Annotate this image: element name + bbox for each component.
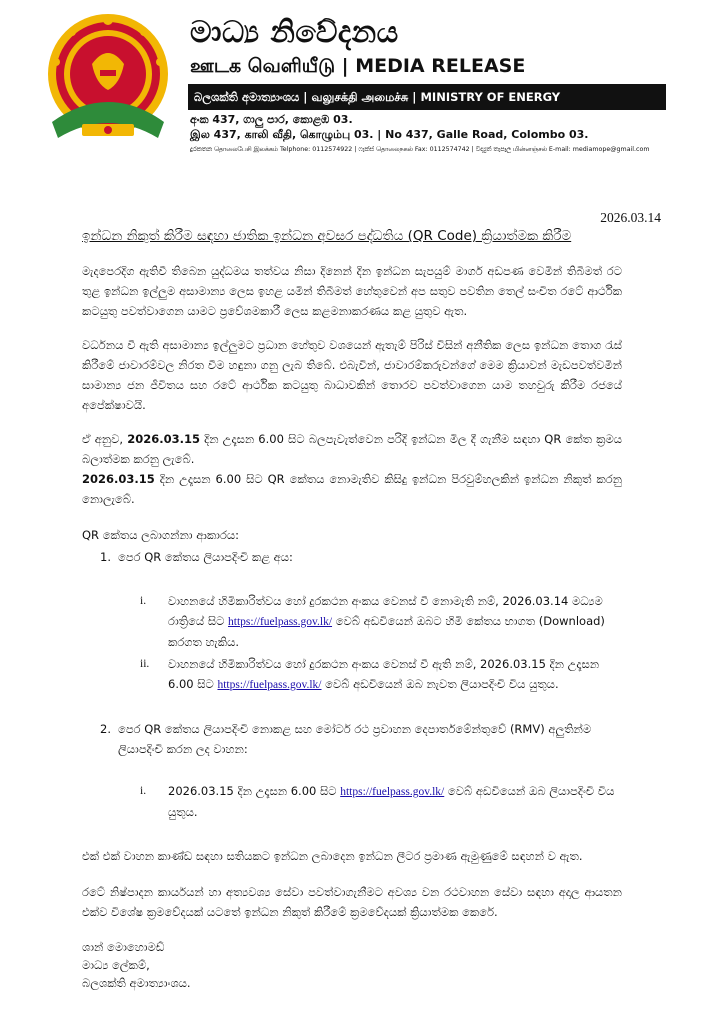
contact-line: දුරකතන தொலைபேசி இலக்கம் Telphone: 0112574922 | ෆැක්ස් தொலைநகல் Fax: 0112574742 | විද්‍යුත් තැපෑල மின்னஞ்சல் E-mail: mediamope@gmail.com (190, 146, 650, 153)
paragraph-5: රටේ නිෂ්පාදන කාර්යයන් හා අත්‍යවශ්‍ය සේවා පවත්වාගැනීමට අවශ්‍ය වන රථවාහන සේවා සඳහා අදාල ආයතන එක්ව විශේෂ ක්‍රමවේදයක් යටතේ ඉන්ධන නිකුත් කිරීමේ ක්‍රමවේදයක් ක්‍රියාත්මක කෙරේ. (82, 885, 622, 919)
sub-number: i. (140, 595, 147, 607)
sub-text: වෙබ් අඩවියෙන් ඔබට හිමි කේතය භාගත (Download) කරගත හැකිය. (168, 614, 605, 649)
p3-text-a: ඒ අනුව, (82, 432, 128, 446)
paragraph-3 (82, 429, 622, 509)
paragraph-1: මැදපෙරදිග ඇතිවී තිබෙන යුද්ධමය තත්වය නිසා දිනෙන් දින ඉන්ධන සැපයුම් මාර්ග අඩපණ වෙමින් තිබීමත් රට තුළ ඉන්ධන ඉල්ලුම අසාමාන්‍ය ලෙස ඉහළ යමින් තිබීමත් හේතුවෙන් අප සතුව පවතින තෙල් සංචිත රටේ ආර්ථික කටයුතු පවත්වාගෙන යාමට ප්‍රවේශමකාරී ලෙස කළමනාකරණය කළ යුතුව ඇත. (82, 264, 622, 318)
ministry-band: බලශක්ති අමාත්‍යාංශය | வலுசக்தி அமைச்சு | MINISTRY OF ENERGY (188, 84, 666, 110)
release-body (82, 212, 622, 992)
sub-item-1-ii (82, 654, 622, 695)
sub-text: 2026.03.15 දින උදෑසන 6.00 සිට (168, 784, 341, 798)
list-item-2 (82, 719, 622, 759)
sub-text: වාහනයේ හිමිකාරිත්වය හෝ දුරකථන අංකය වෙනස් වී නොමැති නම්, 2026.03.14 මධ්‍යම රාත්‍රියේ සිට (168, 594, 603, 628)
qr-steps-list (82, 547, 622, 822)
qr-heading: QR කේතය ලබාගන්නා ආකාරය: (82, 528, 240, 542)
release-date: 2026.03.14 (600, 210, 661, 225)
signature-block (82, 938, 622, 992)
address-tamil-english: இல 437, காலி வீதி, கொழும்பு 03. | No 437, Galle Road, Colombo 03. (190, 128, 589, 141)
sub-number: ii. (140, 658, 150, 670)
sub-item-1-i (82, 591, 622, 652)
p3-text-e: දින උදෑසන 6.00 සිට QR කේතය නොමැතිව කිසිදු ඉන්ධන පිරවුම්හලකින් ඉන්ධන නිකුත් කරනු නොලැබේ. (82, 472, 622, 506)
list-item-text: පෙර QR කේතය ලියාපදිංචි නොකළ සහ මෝටර් රථ ප්‍රවාහන දෙපාර්තමේන්තුවේ (RMV) අලුතින්ම ලියාපදිංචි කරන ලද වාහන: (118, 722, 592, 756)
fuelpass-link[interactable]: https://fuelpass.gov.lk/ (228, 616, 333, 628)
header-subtitle: ஊடக வெளியீடு | MEDIA RELEASE (190, 55, 526, 77)
p3-text-c: දින උදෑසන 6.00 සිට බලපැවැත්වෙන පරිදි ඉන්ධන මිල දී ගැනීම සඳහා QR කේත ක්‍රමය බලාත්මක කරනු ලැබේ. (82, 432, 622, 466)
paragraph-4: එක් එක් වාහන කාණ්ඩ සඳහා සතියකට ඉන්ධන ලබාදෙන ඉන්ධන ලීටර ප්‍රමාණ ඇමුණුමේ සඳහන් ව ඇත. (82, 849, 583, 863)
p3-date-bold: 2026.03.15 (127, 432, 200, 446)
fuelpass-link[interactable]: https://fuelpass.gov.lk/ (217, 679, 322, 691)
signatory-role: මාධ්‍ය ලේකම්, (82, 958, 150, 972)
sub-item-2-i (82, 781, 622, 822)
header-title-sinhala: මාධ්‍ය නිවේදනය (190, 15, 399, 50)
sri-lanka-emblem-icon (42, 12, 174, 148)
fuelpass-link[interactable]: https://fuelpass.gov.lk/ (340, 786, 445, 798)
sub-text: වෙබ් අඩවියෙන් ඔබ ලියාපදිංචි විය යුතුය. (168, 784, 615, 819)
signatory-org: බලශක්ති අමාත්‍යාංශය. (82, 976, 191, 990)
list-item-text: පෙර QR කේතය ලියාපදිංචි කළ අය: (118, 550, 293, 564)
sub-text: වෙබ් අඩවියෙන් ඔබ නැවත ලියාපදිංචි විය යුතුය. (321, 677, 559, 691)
list-number: 2. (100, 722, 111, 736)
signatory-name: ශාන් මොහොමඩ් (82, 940, 165, 954)
sub-number: i. (140, 785, 147, 797)
paragraph-2: වර්ධනය වී ඇති අසාමාන්‍ය ඉල්ලුමට ප්‍රධාන හේතුව වශයෙන් ඇතැම් පිරිස් විසින් අනීතික ලෙස ඉන්ධන තොග රැස් කිරීමේ ජාවාරම්වල නිරත වීම හඳුනා ගනු ලැබ තිබේ. එබැවින්, ජාවාරම්කරුවන්ගේ මෙම ක්‍රියාවන් මැඩපවත්වමින් සාමාන්‍ය ජන ජීවිතය සහ රටේ ආර්ථික කටයුතු බාධාවකින් තොරව පවත්වාගෙන යාම තහවුරු කිරීම රජයේ අපේක්ෂාවයි. (82, 338, 622, 412)
release-title: ඉන්ධන නිකුත් කිරීම සඳහා ජාතික ඉන්ධන අවසර පද්ධතිය (QR Code) ක්‍රියාත්මක කිරීම (82, 228, 572, 244)
list-number: 1. (100, 550, 111, 564)
address-sinhala: අංක 437, ගාලු පාර, කොළඹ 03. (190, 113, 353, 126)
letterhead (0, 0, 718, 160)
list-item-1 (82, 547, 622, 567)
sub-text: වාහනයේ හිමිකාරිත්වය හෝ දුරකථන අංකය වෙනස් වී ඇති නම්, 2026.03.15 දින උදෑසන 6.00 සිට (168, 657, 600, 691)
p3-date-bold-2: 2026.03.15 (82, 472, 155, 486)
